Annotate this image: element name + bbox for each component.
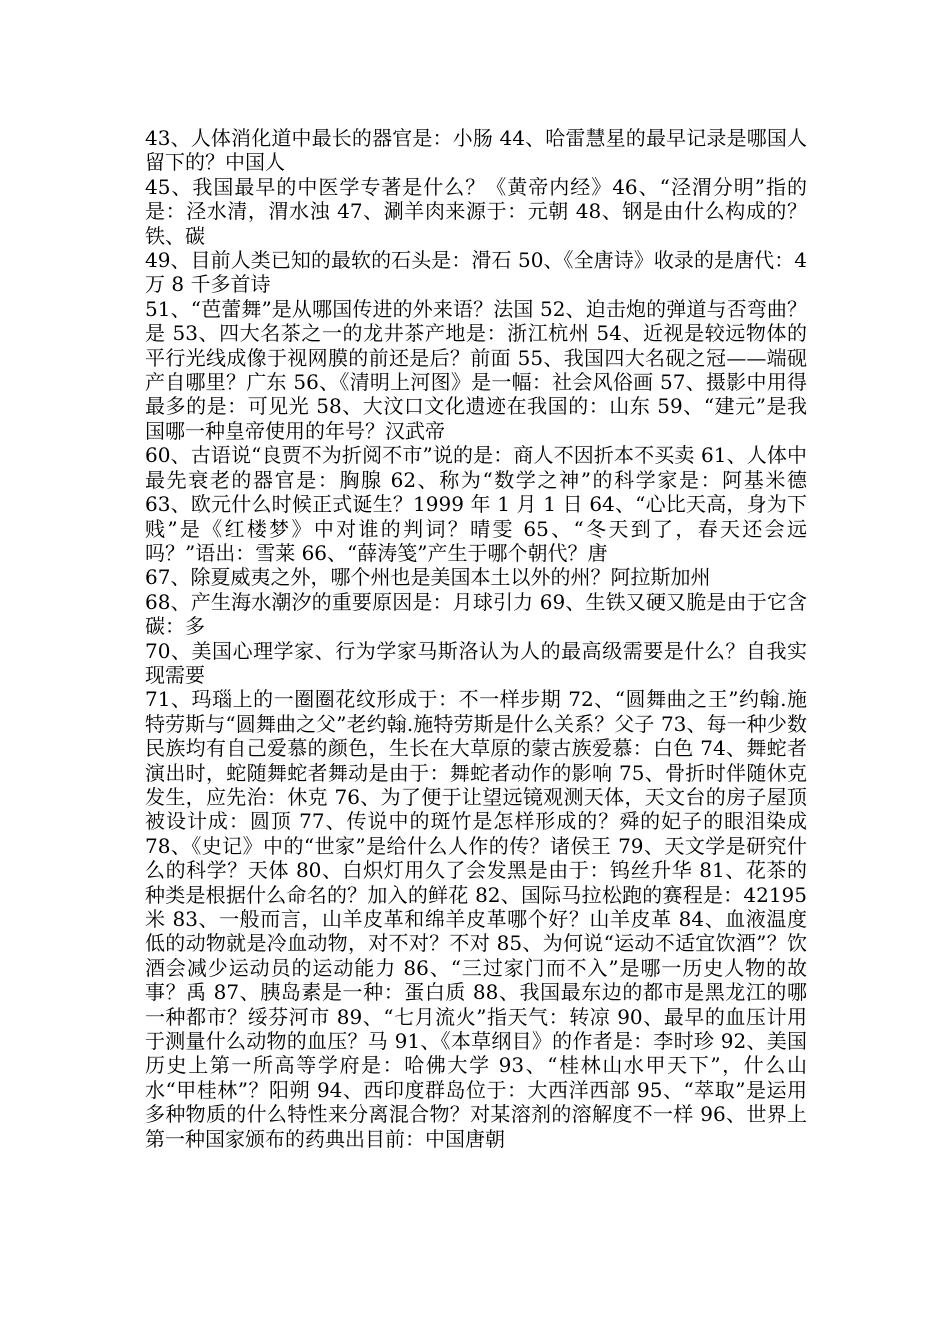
- paragraph-70: 70、美国心理学家、行为学家马斯洛认为人的最高级需要是什么？自我实现需要: [145, 638, 807, 687]
- paragraph-51-59: 51、“芭蕾舞”是从哪国传进的外来语？法国 52、迫击炮的弹道与否弯曲？是 53、四大名茶之一的龙井茶产地是：浙江杭州 54、近视是较远物体的平行光线成像于视网膜的前还是后？前面 55、我国四大名砚之冠——端砚产自哪里？广东 56、《清明上河图》是一幅：社会风俗画 57、摄影中用得最多的是：可见光 58、大汶口文化遗迹在我国的：山东 59、“建元”是我国哪一种皇帝使用的年号？汉武帝: [145, 296, 807, 443]
- paragraph-60-66: 60、古语说“良贾不为折阅不市”说的是：商人不因折本不买卖 61、人体中最先衰老的器官是：胸腺 62、称为“数学之神”的科学家是：阿基米德 63、欧元什么时候正式诞生？1999 年 1 月 1 日 64、“心比天高，身为下贱”是《红楼梦》中对谁的判词？晴雯 65、“冬天到了，春天还会远吗？”语出：雪莱 66、“薛涛笺”产生于哪个朝代？唐: [145, 443, 807, 565]
- paragraph-43-44: 43、人体消化道中最长的器官是：小肠 44、哈雷慧星的最早记录是哪国人留下的？中国人: [145, 126, 807, 175]
- paragraph-49-50: 49、目前人类已知的最软的石头是：滑石 50、《全唐诗》收录的是唐代：4 万 8 千多首诗: [145, 248, 807, 297]
- paragraph-68-69: 68、产生海水潮汐的重要原因是：月球引力 69、生铁又硬又脆是由于它含碳：多: [145, 589, 807, 639]
- paragraph-67: 67、除夏威夷之外，哪个州也是美国本土以外的州？阿拉斯加州: [145, 565, 711, 590]
- paragraph-71-96: 71、玛瑙上的一圈圈花纹形成于：不一样步期 72、“圆舞曲之王”约翰.施特劳斯与“圆舞曲之父”老约翰.施特劳斯是什么关系？父子 73、每一种少数民族均有自己爱慕的颜色，生长在大草原的蒙古族爱慕：白色 74、舞蛇者演出时，蛇随舞蛇者舞动是由于：舞蛇者动作的影响 75、骨折时伴随休克发生，应先治：休克 76、为了便于让望远镜观测天体，天文台的房子屋顶被设计成：圆顶 77、传说中的斑竹是怎样形成的？舜的妃子的眼泪染成 78、《史记》中的“世家”是给什么人作的传？诸侯王 79、天文学是研究什么的科学？天体 80、白炽灯用久了会发黑是由于：钨丝升华 81、花茶的种类是根据什么命名的？加入的鲜花 82、国际马拉松跑的赛程是：42195 米 83、一般而言，山羊皮革和绵羊皮革哪个好？山羊皮革 84、血液温度低的动物就是冷血动物，对不对？不对 85、为何说“运动不适宜饮酒”？饮酒会减少运动员的运动能力 86、“三过家门而不入”是哪一历史人物的故事？禹 87、胰岛素是一种：蛋白质 88、我国最东边的都市是黑龙江的哪一种都市？绥芬河市 89、“七月流火”指天气：转凉 90、最早的血压计用于测量什么动物的血压？马 91、《本草纲目》的作者是：李时珍 92、美国历史上第一所高等学府是：哈佛大学 93、“桂林山水甲天下”，什么山水“甲桂林”？阳朔 94、西印度群岛位于：大西洋西部 95、“萃取”是运用多种物质的什么特性来分离混合物？对某溶剂的溶解度不一样 96、世界上第一种国家颁布的药典出目前：中国唐朝: [145, 687, 807, 1151]
- document-body: [145, 126, 807, 1151]
- paragraph-45-48: 45、我国最早的中医学专著是什么？《黄帝内经》46、“泾渭分明”指的是：泾水清，渭水浊 47、涮羊肉来源于：元朝 48、钢是由什么构成的？铁、碳: [145, 174, 807, 248]
